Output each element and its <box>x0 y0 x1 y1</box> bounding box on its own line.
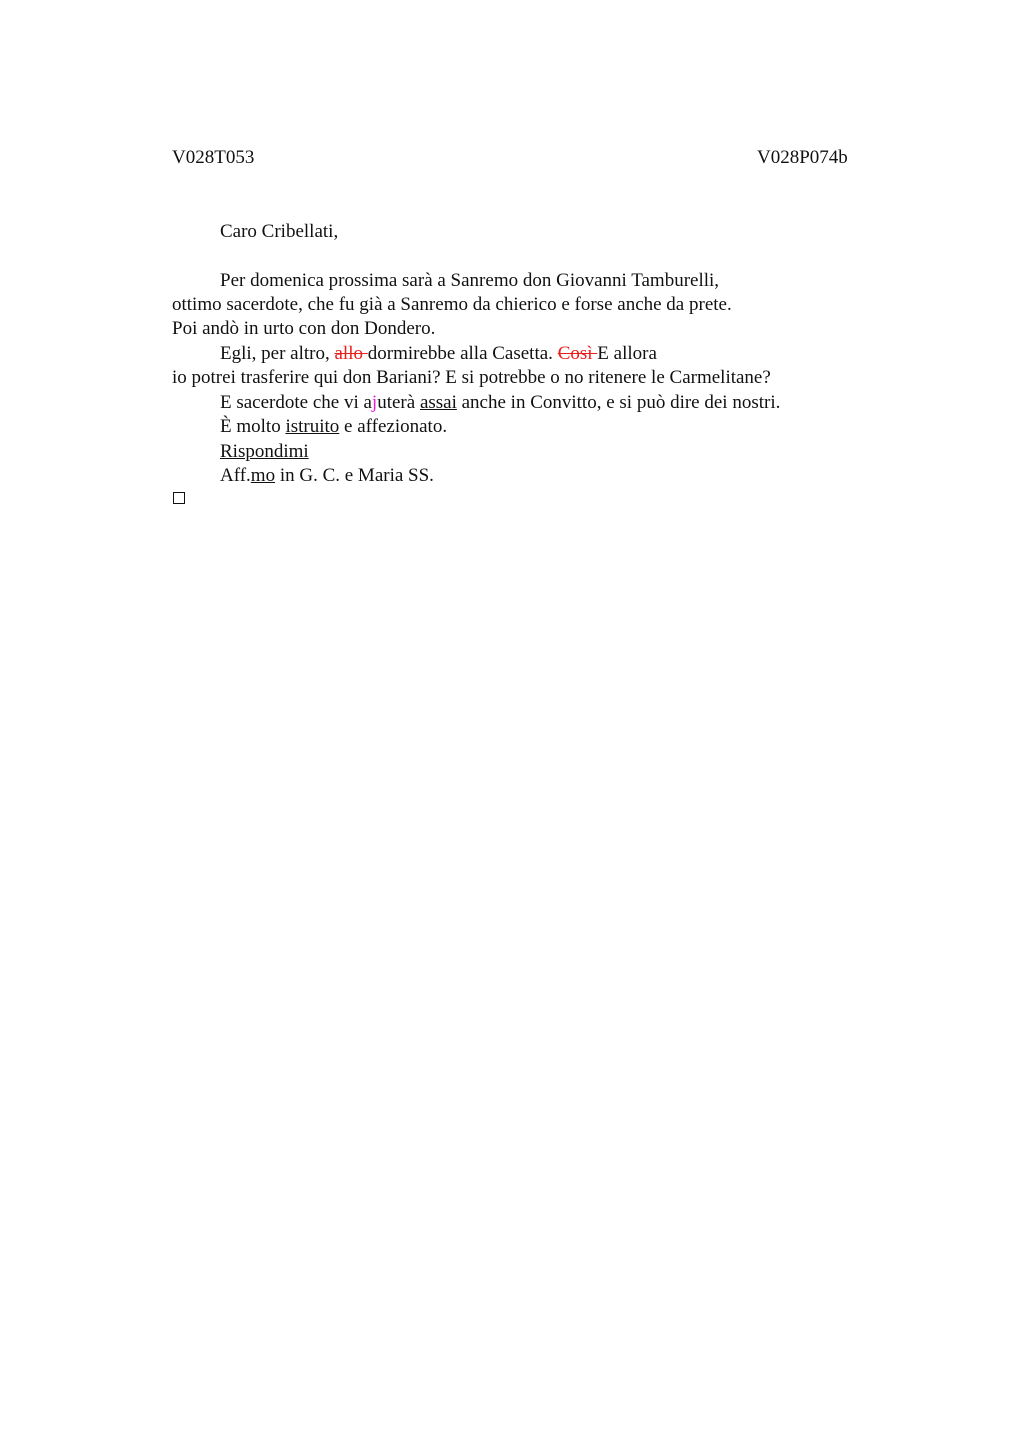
text-run: anche in Convitto, e si può dire dei nostri. <box>456 392 781 413</box>
text-run: dormirebbe alla Casetta. <box>367 343 558 364</box>
paragraph-1-line-2: ottimo sacerdote, che fu già a Sanremo da chierico e forse anche da prete. <box>172 294 732 315</box>
text-run: in G. C. e Maria SS. <box>275 465 434 486</box>
closing-request: Rispondimi <box>220 441 309 462</box>
text-run: E sacerdote che vi a <box>220 392 372 413</box>
underlined-text: assai <box>419 392 457 413</box>
paragraph-1-line-1: Per domenica prossima sarà a Sanremo don Giovanni Tamburelli, <box>220 270 720 291</box>
document-code-right: V028P074b <box>757 147 848 168</box>
paragraph-3 <box>220 392 780 414</box>
text-run: Aff. <box>220 465 251 486</box>
text-run: Egli, per altro, <box>220 343 335 364</box>
underlined-text: istruito <box>285 416 340 437</box>
paragraph-4 <box>220 416 447 438</box>
paragraph-2-line-1 <box>220 343 657 365</box>
text-run: uterà <box>377 392 420 413</box>
salutation: Caro Cribellati, <box>220 221 339 242</box>
paragraph-1-line-3: Poi andò in urto con don Dondero. <box>172 318 436 339</box>
text-run: e affezionato. <box>339 416 448 437</box>
deleted-text: allo <box>334 343 368 364</box>
end-marker-box-icon <box>173 492 185 504</box>
text-run: E allora <box>597 343 657 364</box>
paragraph-2-line-2: io potrei trasferire qui don Bariani? E si potrebbe o no ritenere le Carmelitane? <box>172 367 771 388</box>
signature-line <box>220 465 434 487</box>
text-run: È molto <box>220 416 286 437</box>
document-code-left: V028T053 <box>172 147 255 168</box>
inserted-text: j <box>371 392 378 413</box>
deleted-text: Così <box>557 343 598 364</box>
underlined-text: mo <box>250 465 276 486</box>
